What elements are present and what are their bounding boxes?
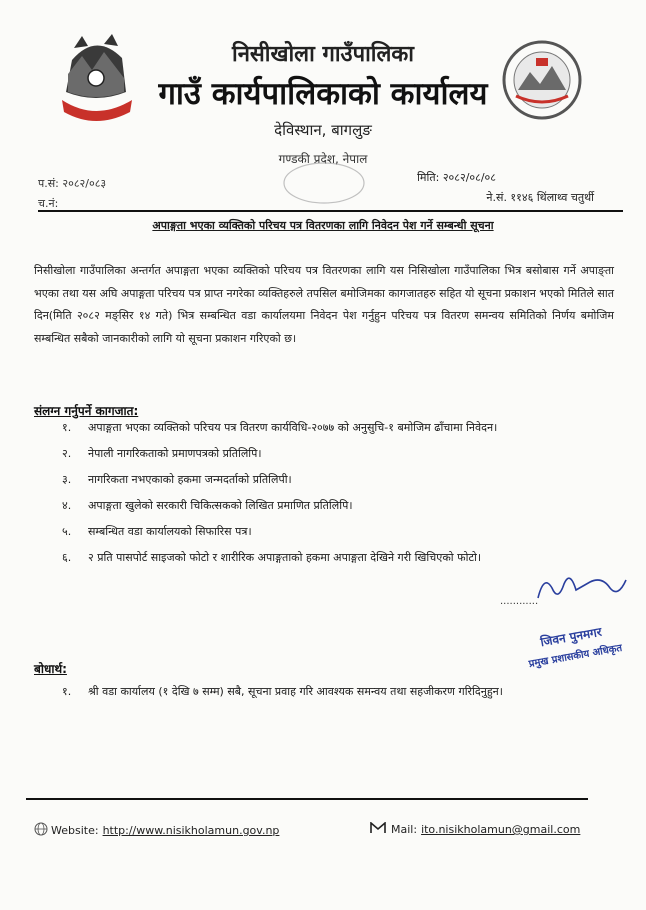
notice-subject: अपाङ्गता भएका व्यक्तिको परिचय पत्र वितरणका लागि निवेदन पेश गर्ने सम्बन्धी सूचना (152, 219, 494, 232)
list-item: ४. अपाङ्गता खुलेको सरकारी चिकित्सकको लिखित प्रमाणित प्रतिलिपि। (62, 499, 353, 512)
municipality-name: निसीखोला गाउँपालिका (232, 42, 414, 67)
letter-number: प.सं: २०८२/०८३ (38, 177, 107, 190)
footer-divider (26, 798, 588, 800)
notice-body: निसीखोला गाउँपालिका अन्तर्गत अपाङ्गता भएका व्यक्तिको परिचय पत्र वितरणका लागि यस निसिखोला गाउँपालिका भित्र बसोबास गर्ने अपाङ्ता भएका तथा यस अघि अपाङ्गता परिचय पत्र प्राप्त नगरेका व्यक्तिहरुले तपसिल बमोजिमका कागजातहरु सहित यो सूचना प्रकाशन भएको मितिले सात दिन(मिति २०८२ मङ्सिर १४ गते) भित्र सम्बन्धित वडा कार्यालयमा निवेदन पेश गर्नुहुन परिचय पत्र वितरण समन्वय समितिको निर्णय बमोजिम सम्बन्धित सबैको जानकारीको लागि यो सूचना प्रकाशन गरिएको छ। (34, 264, 614, 345)
footer-website (34, 822, 279, 839)
signatory-name: जिवन पुनमगर (539, 624, 603, 650)
dispatch-number: च.नं: (38, 197, 59, 210)
address-line-2: गण्डकी प्रदेश, नेपाल (278, 152, 368, 166)
handwritten-signature (530, 568, 630, 612)
website-label: Website: (51, 824, 99, 837)
website-link[interactable]: http://www.nisikholamun.gov.np (102, 824, 280, 837)
mail-label: Mail: (391, 823, 418, 836)
office-stamp (280, 160, 368, 206)
cc-heading: बोधार्थ: (34, 662, 67, 676)
office-name: गाउँ कार्यपालिकाको कार्यालय (158, 76, 488, 112)
attachments-list (62, 420, 622, 576)
footer-mail (370, 822, 580, 837)
address-line-1: देविस्थान, बागलुङ (274, 121, 372, 139)
list-item: २. नेपाली नागरिकताको प्रमाणपत्रको प्रतिलिपि। (62, 447, 262, 460)
mail-icon (370, 822, 386, 837)
mail-link[interactable]: ito.nisikholamun@gmail.com (421, 823, 581, 836)
date: मिति: २०८२/०८/०८ (417, 171, 496, 184)
list-item: १. अपाङ्गता भएका व्यक्तिको परिचय पत्र वितरण कार्यविधि-२०७७ को अनुसुचि-१ बमोजिम ढाँचामा निवेदन। (62, 421, 498, 434)
list-item: ६. २ प्रति पासपोर्ट साइजको फोटो र शारीरिक अपाङ्गताको हकमा अपाङ्गता देखिने गरी खिचिएको फोटो। (62, 551, 482, 564)
nepal-sambat-date: ने.सं. ११४६ थिंलाथ्व चतुर्थी (486, 191, 594, 204)
list-item: ३. नागरिकता नभएकाको हकमा जन्मदर्ताको प्रतिलिपी। (62, 473, 292, 486)
globe-icon (34, 822, 48, 839)
cc-list (62, 684, 622, 710)
signature-dots: ............ (500, 596, 539, 607)
list-item: १. श्री वडा कार्यालय (१ देखि ७ सम्म) सबै, सूचना प्रवाह गरि आवश्यक समन्वय तथा सहजीकरण गरिदिनुहुन। (62, 685, 503, 698)
list-item: ५. सम्बन्धित वडा कार्यालयको सिफारिस पत्र। (62, 525, 252, 538)
attachments-heading: संलग्न गर्नुपर्ने कागजात: (34, 404, 139, 418)
header-divider (38, 210, 623, 212)
signatory-title: प्रमुख प्रशासकीय अधिकृत (528, 642, 623, 671)
